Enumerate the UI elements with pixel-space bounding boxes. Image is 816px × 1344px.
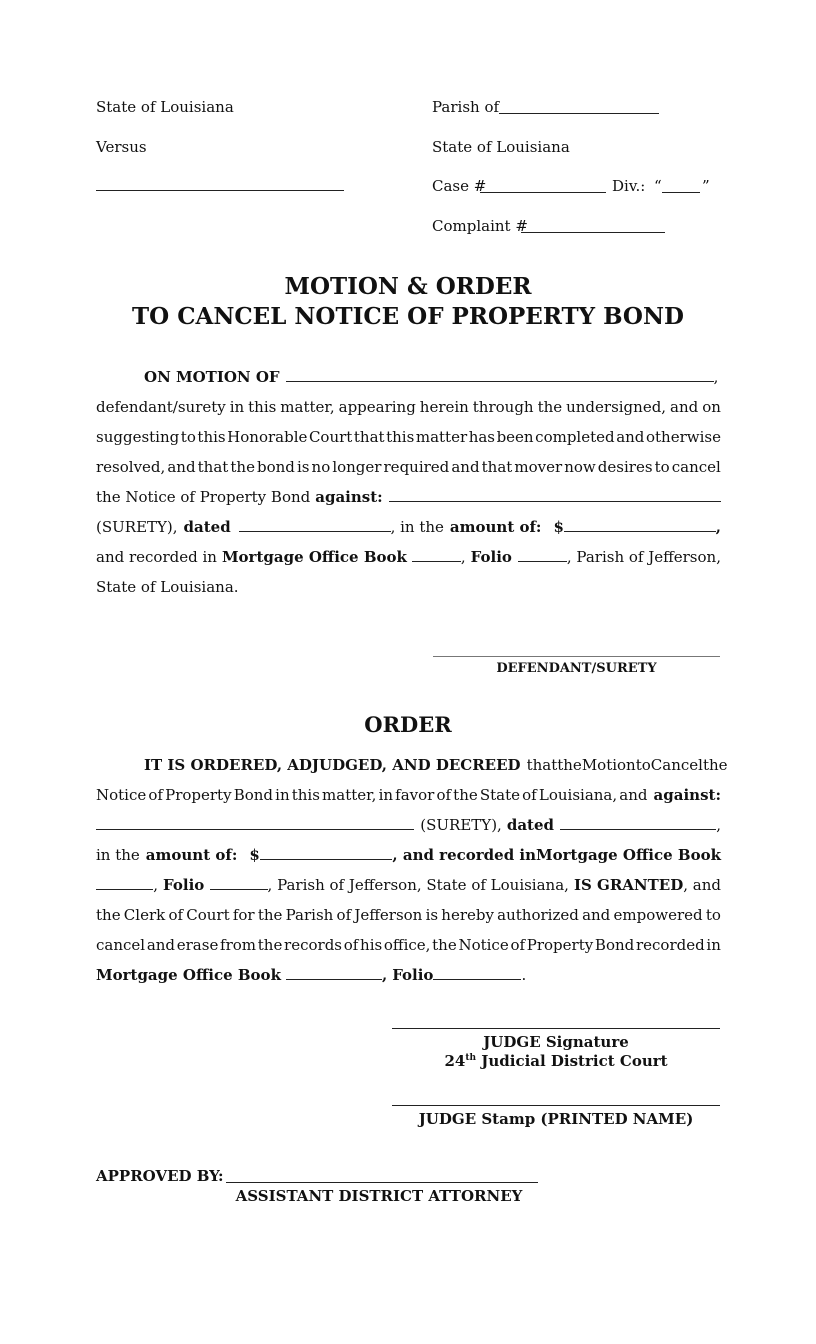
word: to	[705, 906, 721, 924]
caption-versus: Versus	[96, 138, 147, 156]
dated-label: dated	[183, 518, 231, 536]
order-paragraph	[96, 750, 728, 990]
comma: ,	[153, 876, 159, 894]
word: to	[654, 458, 670, 476]
word: this	[197, 428, 226, 446]
word: recorded	[635, 936, 705, 954]
word: for	[232, 906, 255, 924]
folio-label: Folio	[470, 548, 512, 566]
order-in-the-text: in the	[96, 846, 140, 864]
order-dollar-sign: $	[249, 846, 260, 864]
word: is	[296, 458, 310, 476]
caption-state-right: State of Louisiana	[432, 138, 570, 156]
word: that	[481, 458, 513, 476]
word: is	[425, 906, 439, 924]
order-folio-label: Folio	[163, 876, 205, 894]
word: Louisiana,	[538, 786, 618, 804]
word: of	[510, 936, 526, 954]
document-title-line2: TO CANCEL NOTICE OF PROPERTY BOND	[132, 303, 684, 330]
order-against-label: against:	[653, 786, 721, 804]
motion-paragraph	[96, 362, 721, 602]
word: in	[706, 936, 721, 954]
word: defendant/surety	[96, 398, 226, 416]
division-label: Div.:	[612, 177, 646, 195]
word: that	[353, 428, 385, 446]
word: has	[468, 428, 496, 446]
state-end-text: State of Louisiana.	[96, 578, 239, 596]
judge-stamp-line[interactable]	[392, 1105, 720, 1106]
word: Bond	[594, 936, 635, 954]
court-number: 24	[444, 1052, 466, 1070]
word: of	[336, 906, 352, 924]
word: matter,	[322, 786, 377, 804]
word: completed	[535, 428, 615, 446]
judicial-district-court-label	[392, 1052, 720, 1070]
word: Parish	[285, 906, 334, 924]
order-row-6	[96, 900, 721, 930]
word: Property	[526, 936, 594, 954]
word: Jefferson	[354, 906, 423, 924]
order-final-mortgage-book-label: Mortgage Office Book	[96, 966, 281, 984]
word: the	[453, 786, 478, 804]
motion-row-2	[96, 392, 721, 422]
word: and	[167, 458, 196, 476]
word: longer	[332, 458, 382, 476]
date-blank[interactable]	[239, 515, 391, 532]
judge-signature-line[interactable]	[392, 1028, 720, 1029]
word: to	[180, 428, 196, 446]
word: required	[383, 458, 450, 476]
word: herein	[419, 398, 469, 416]
word: Motion	[581, 756, 636, 774]
word: no	[311, 458, 331, 476]
word: that	[197, 458, 229, 476]
word: Notice	[458, 936, 509, 954]
complaint-number-blank[interactable]	[521, 232, 665, 233]
word: his	[360, 936, 383, 954]
on-motion-of-label: ON MOTION OF	[144, 368, 280, 386]
word: that	[526, 756, 558, 774]
order-surety-label: (SURETY),	[420, 816, 502, 834]
word: State	[479, 786, 521, 804]
word: of	[343, 936, 359, 954]
division-blank[interactable]	[662, 192, 700, 193]
comma: ,	[716, 816, 721, 834]
word: appearing	[338, 398, 416, 416]
word: in	[275, 786, 290, 804]
motion-row-5-text: the Notice of Property Bond	[96, 488, 311, 506]
word: now	[564, 458, 596, 476]
word: this	[291, 786, 320, 804]
judge-signature-label: JUDGE Signature	[483, 1033, 629, 1051]
ordered-adjudged-decreed: IT IS ORDERED, ADJUDGED, AND DECREED	[144, 756, 521, 774]
order-mortgage-office-book-label: Mortgage Office Book	[536, 846, 721, 864]
case-number-blank[interactable]	[480, 192, 606, 193]
against-surety-blank[interactable]	[389, 485, 721, 502]
order-final-folio-label: Folio	[392, 966, 434, 984]
order-folio-number-blank[interactable]	[210, 873, 267, 890]
word: empowered	[613, 906, 703, 924]
word: the	[257, 936, 283, 954]
comma: ,	[715, 518, 721, 536]
word: suggesting	[96, 428, 180, 446]
mortgage-office-book-label: Mortgage Office Book	[221, 548, 407, 566]
period: .	[521, 966, 527, 984]
judge-stamp-label: JUDGE Stamp (PRINTED NAME)	[418, 1110, 694, 1128]
word: this	[386, 428, 415, 446]
dollar-sign: $	[553, 518, 564, 536]
word: and	[146, 936, 176, 954]
caption-parish-label: Parish of	[432, 98, 500, 116]
word: Court	[308, 428, 353, 446]
word: through	[472, 398, 534, 416]
word: the	[702, 756, 728, 774]
surety-label: (SURETY),	[96, 518, 178, 536]
amount-blank[interactable]	[564, 515, 716, 532]
word: of	[148, 786, 163, 804]
approved-by-label: APPROVED BY:	[96, 1167, 224, 1185]
word: the	[230, 458, 255, 476]
word: hereby	[441, 906, 494, 924]
court-ordinal-suffix: th	[465, 1053, 477, 1063]
word: and	[619, 786, 648, 804]
order-final-book-blank[interactable]	[286, 963, 382, 980]
word: office,	[383, 936, 431, 954]
word: resolved,	[96, 458, 166, 476]
word: erase	[176, 936, 219, 954]
word: been	[496, 428, 534, 446]
word: bond	[257, 458, 295, 476]
word: Clerk	[123, 906, 166, 924]
word: undersigned,	[566, 398, 667, 416]
order-and-text: , and	[683, 876, 721, 894]
word: and	[451, 458, 480, 476]
word: matter	[415, 428, 468, 446]
word: in	[378, 786, 394, 804]
word: cancel	[96, 936, 146, 954]
word: favor	[395, 786, 435, 804]
comma: ,	[713, 368, 719, 386]
complaint-number-label: Complaint #	[432, 217, 528, 235]
order-row-7	[96, 930, 721, 960]
word: records	[284, 936, 342, 954]
word: Cancel	[650, 756, 703, 774]
order-against-surety-blank[interactable]	[96, 813, 414, 830]
word: from	[220, 936, 257, 954]
defendant-name-blank[interactable]	[96, 190, 344, 191]
word: and	[616, 428, 645, 446]
order-dated-label: dated	[506, 816, 554, 834]
word: and	[582, 906, 611, 924]
word: Property	[165, 786, 232, 804]
defendant-surety-label: DEFENDANT/SURETY	[496, 661, 657, 676]
order-amount-of-label: amount of:	[145, 846, 238, 864]
order-and-recorded-in: , and recorded in	[392, 846, 537, 864]
word: otherwise	[645, 428, 721, 446]
in-the-text: , in the	[390, 518, 444, 536]
motion-row-3	[96, 422, 721, 452]
motion-row-4	[96, 452, 721, 482]
word: Honorable	[227, 428, 308, 446]
order-amount-blank[interactable]	[260, 843, 393, 860]
order-date-blank[interactable]	[560, 813, 716, 830]
word: matter,	[280, 398, 335, 416]
mover-name-blank[interactable]	[286, 365, 714, 382]
word: Notice	[96, 786, 147, 804]
word: the	[96, 906, 121, 924]
division-open-quote: “	[654, 177, 662, 195]
amount-of-label: amount of:	[449, 518, 542, 536]
order-book-number-blank[interactable]	[96, 873, 153, 890]
approved-by-signature-line[interactable]	[226, 1182, 538, 1183]
order-parish-state-text: , Parish of Jefferson, State of Louisiana,	[267, 876, 569, 894]
and-recorded-in-text: and recorded in	[96, 548, 217, 566]
order-heading: ORDER	[364, 712, 452, 737]
is-granted-label: IS GRANTED	[573, 876, 684, 894]
word: to	[635, 756, 651, 774]
book-number-blank[interactable]	[412, 545, 461, 562]
court-name: Judicial District Court	[481, 1052, 668, 1070]
word: authorized	[497, 906, 579, 924]
word: of	[522, 786, 537, 804]
word: cancel	[671, 458, 721, 476]
word: in	[229, 398, 245, 416]
parish-blank[interactable]	[499, 113, 659, 114]
order-row-2-words	[96, 780, 648, 810]
division-close-quote: ”	[702, 177, 710, 195]
parish-jefferson-text: , Parish of Jefferson,	[566, 548, 721, 566]
word: this	[248, 398, 277, 416]
comma: ,	[381, 966, 388, 984]
word: the	[257, 906, 283, 924]
against-label: against:	[315, 488, 383, 506]
word: the	[537, 398, 563, 416]
order-row-1-rest	[527, 750, 728, 780]
word: mover	[514, 458, 563, 476]
word: and	[670, 398, 699, 416]
word: the	[557, 756, 582, 774]
word: of	[168, 906, 184, 924]
assistant-district-attorney-label: ASSISTANT DISTRICT ATTORNEY	[235, 1187, 523, 1205]
folio-number-blank[interactable]	[518, 545, 567, 562]
word: the	[432, 936, 457, 954]
word: Court	[186, 906, 230, 924]
word: desires	[597, 458, 653, 476]
defendant-signature-line[interactable]	[433, 656, 720, 657]
word: Bond	[233, 786, 274, 804]
case-number-label: Case #	[432, 177, 487, 195]
comma: ,	[460, 548, 466, 566]
caption-state-left: State of Louisiana	[96, 98, 234, 116]
word: on	[702, 398, 721, 416]
order-final-folio-blank[interactable]	[433, 963, 521, 980]
document-title-line1: MOTION & ORDER	[284, 273, 532, 300]
word: of	[436, 786, 452, 804]
